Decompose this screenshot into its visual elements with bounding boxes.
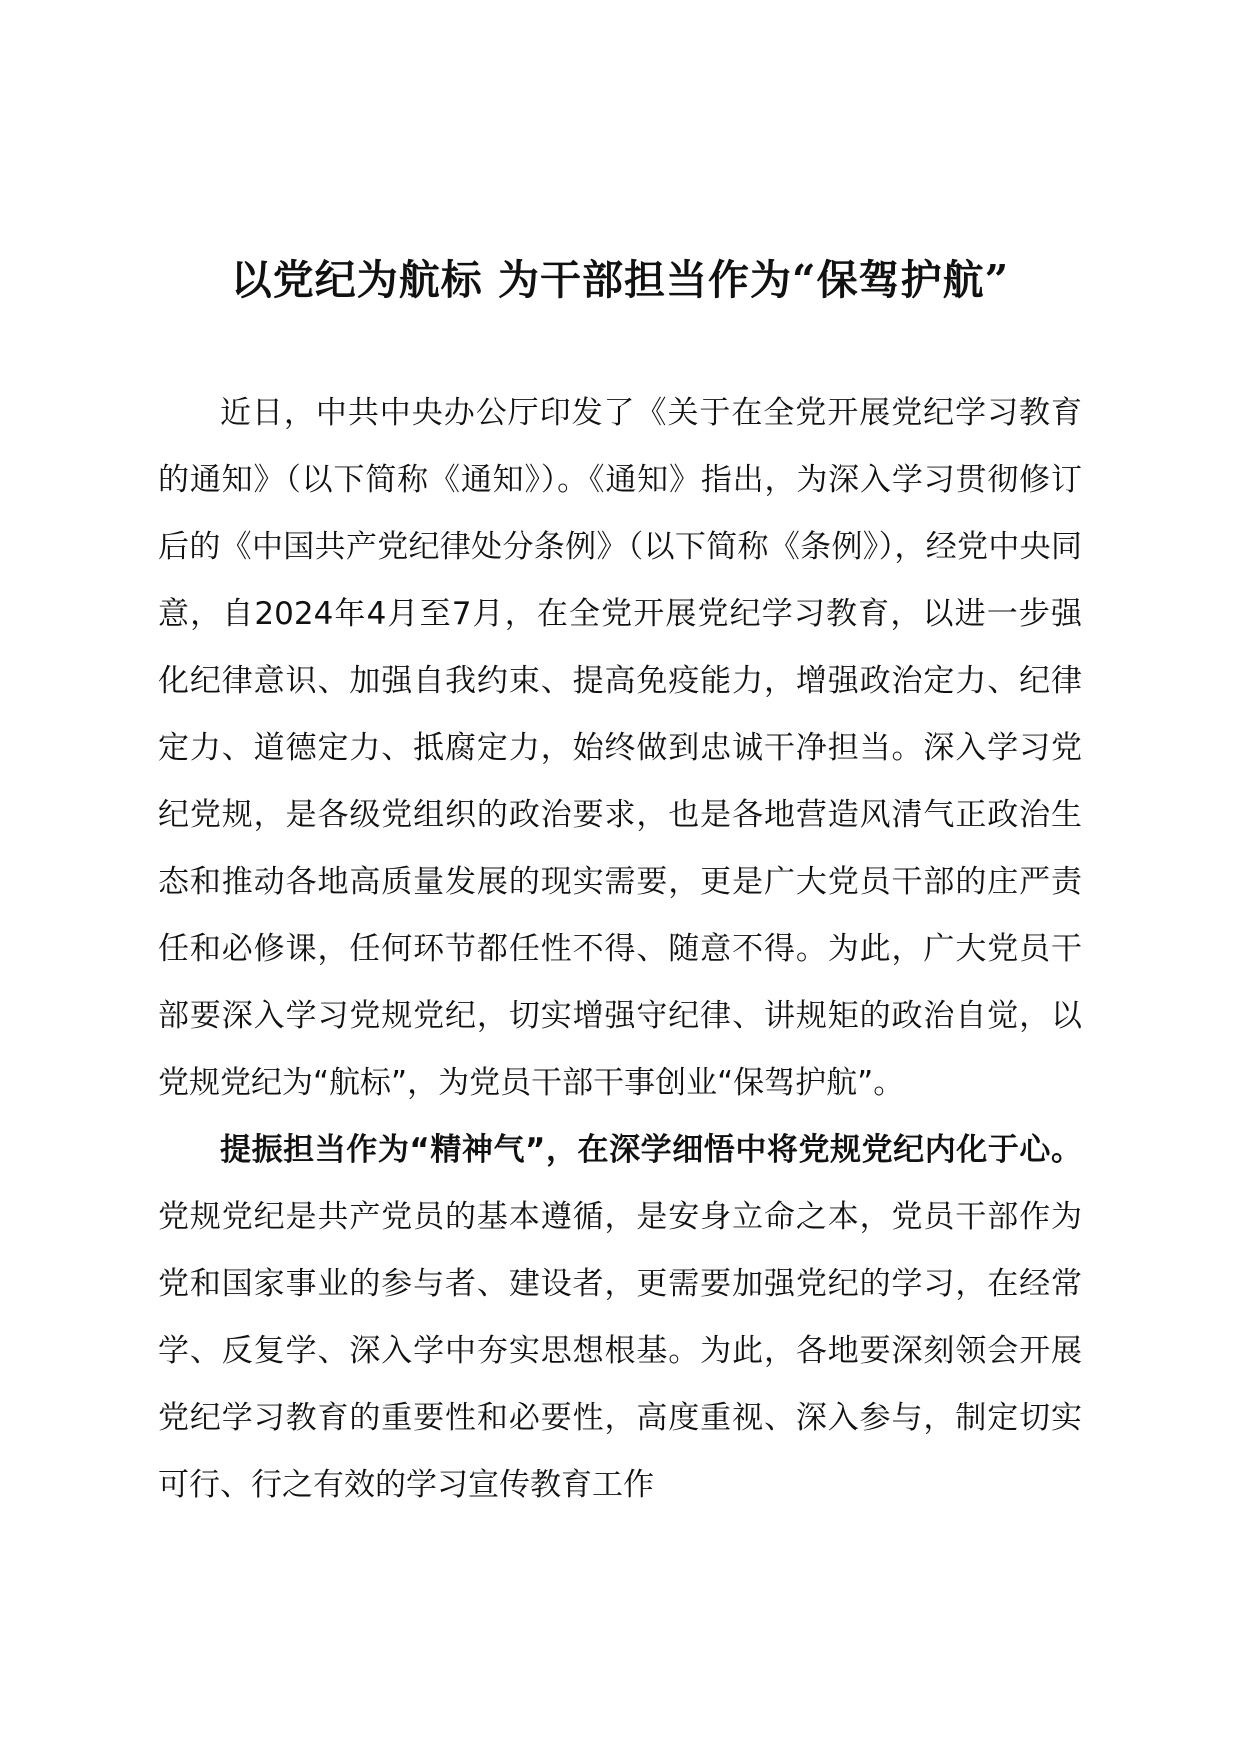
paragraph-text: 党规党纪是共产党员的基本遵循，是安身立命之本，党员干部作为党和国家事业的参与者、建设者，更需要加强党纪的学习，在经常学、反复学、深入学中夯实思想根基。为此，各地要深刻领会开展党纪学习教育的重要性和必要性，高度重视、深入参与，制定切实可行、行之有效的学习宣传教育工作 — [158, 1199, 1082, 1503]
document-body — [158, 380, 1082, 1519]
document-title: 以党纪为航标 为干部担当作为“保驾护航” — [230, 256, 1010, 304]
paragraph-2 — [158, 1117, 1082, 1519]
paragraph-lead: 提振担当作为“精神气”，在深学细悟中将党规党纪内化于心。 — [220, 1132, 1082, 1168]
paragraph-text: 近日，中共中央办公厅印发了《关于在全党开展党纪学习教育的通知》（以下简称《通知》）。《通知》指出，为深入学习贯彻修订后的《中国共产党纪律处分条例》（以下简称《条例》），经党中央同意，自2024年4月至7月，在全党开展党纪学习教育，以进一步强化纪律意识、加强自我约束、提高免疫能力，增强政治定力、纪律定力、道德定力、抵腐定力，始终做到忠诚干净担当。深入学习党纪党规，是各级党组织的政治要求，也是各地营造风清气正政治生态和推动各地高质量发展的现实需要，更是广大党员干部的庄严责任和必修课，任何环节都任性不得、随意不得。为此，广大党员干部要深入学习党规党纪，切实增强守纪律、讲规矩的政治自觉，以党规党纪为“航标”，为党员干部干事创业“保驾护航”。 — [158, 395, 1082, 1101]
paragraph-1 — [158, 380, 1082, 1117]
